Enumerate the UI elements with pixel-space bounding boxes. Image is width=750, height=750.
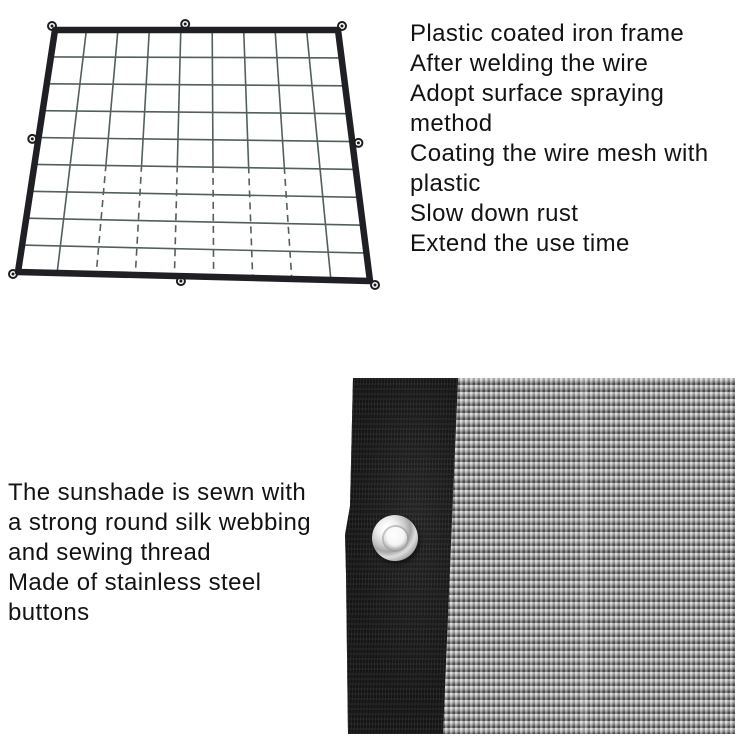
frame-features-text (410, 19, 750, 259)
wire-grid-frame-image (0, 0, 400, 312)
description-line: buttons (8, 599, 90, 626)
feature-line: Extend the use time (410, 230, 630, 257)
feature-line: Plastic coated iron frame (410, 20, 685, 47)
feature-line: method (410, 110, 493, 137)
grommet-button (372, 515, 418, 561)
grommet-hole (384, 527, 407, 550)
wire-frame-photo (0, 0, 400, 312)
feature-line: Coating the wire mesh with (410, 140, 709, 167)
feature-line: Adopt surface spraying (410, 80, 665, 107)
description-line: The sunshade is sewn with (8, 479, 307, 506)
feature-line: Slow down rust (410, 200, 579, 227)
description-line: and sewing thread (8, 539, 211, 566)
description-line: Made of stainless steel (8, 569, 262, 596)
sunshade-mesh-photo (345, 378, 735, 734)
feature-line: plastic (410, 170, 481, 197)
feature-line: After welding the wire (410, 50, 649, 77)
sunshade-description-text (8, 478, 353, 628)
description-line: a strong round silk webbing (8, 509, 311, 536)
